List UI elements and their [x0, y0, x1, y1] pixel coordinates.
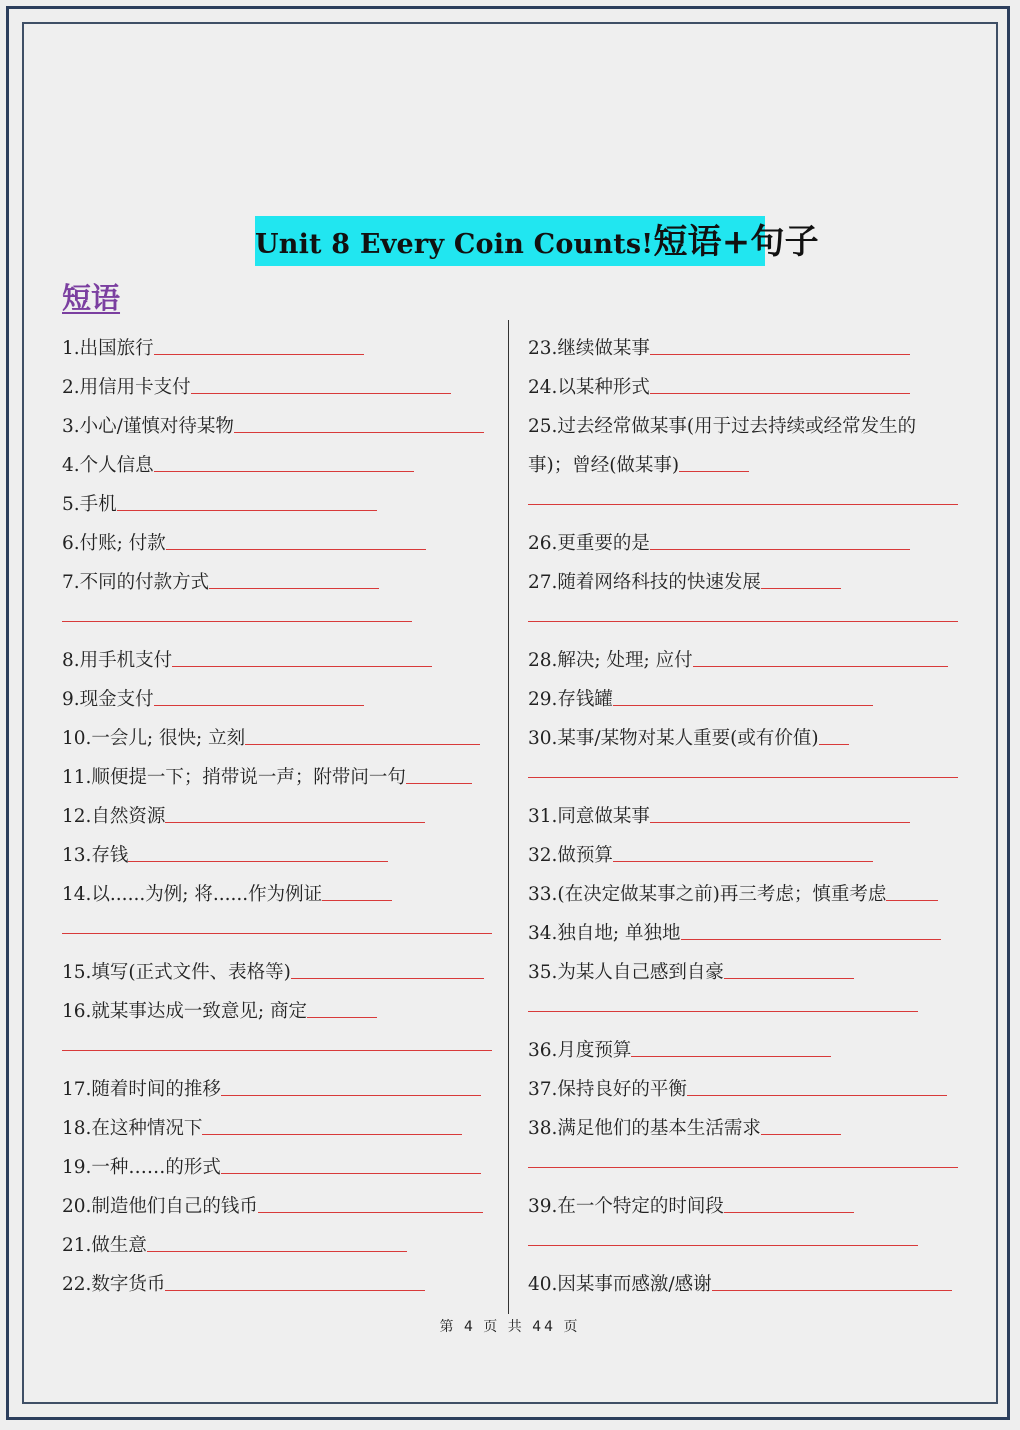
answer-blank[interactable] [679, 471, 749, 472]
answer-blank[interactable] [202, 1134, 462, 1135]
phrase-item [528, 712, 849, 751]
answer-blank-continuation[interactable] [528, 1245, 918, 1246]
phrase-item [528, 322, 910, 361]
answer-blank[interactable] [650, 822, 910, 823]
answer-blank[interactable] [165, 1290, 425, 1291]
phrase-label: 33.(在决定做某事之前)再三考虑；慎重考虑 [528, 884, 887, 905]
phrase-label: 20.制造他们自己的钱币 [62, 1196, 258, 1217]
phrase-item [528, 829, 873, 868]
section-heading-phrases: 短语 [62, 281, 121, 315]
phrase-label: 16.就某事达成一致意见; 商定 [62, 1001, 308, 1022]
phrase-label: 24.以某种形式 [528, 377, 650, 398]
answer-blank[interactable] [307, 1017, 377, 1018]
phrase-label: 21.做生意 [62, 1235, 147, 1256]
answer-blank[interactable] [128, 861, 388, 862]
answer-blank[interactable] [166, 549, 426, 550]
answer-blank[interactable] [154, 354, 364, 355]
answer-blank[interactable] [724, 1212, 854, 1213]
phrase-label: 29.存钱罐 [528, 689, 613, 710]
phrase-label: 10.一会儿; 很快; 立刻 [62, 728, 246, 749]
answer-blank-continuation[interactable] [528, 504, 958, 505]
answer-blank[interactable] [322, 900, 392, 901]
phrase-item [528, 1180, 854, 1219]
answer-blank-continuation[interactable] [528, 621, 958, 622]
answer-blank[interactable] [650, 549, 910, 550]
phrase-item [528, 1258, 952, 1297]
phrase-item [62, 985, 377, 1024]
phrase-item [528, 517, 910, 556]
phrase-item [528, 1063, 947, 1102]
answer-blank-continuation[interactable] [528, 777, 958, 778]
phrase-label: 2.用信用卡支付 [62, 377, 191, 398]
answer-blank[interactable] [209, 588, 379, 589]
phrase-item [528, 790, 910, 829]
answer-blank[interactable] [117, 510, 377, 511]
phrase-item [62, 1102, 462, 1141]
answer-blank[interactable] [761, 1134, 841, 1135]
answer-blank[interactable] [165, 822, 425, 823]
phrase-item [62, 673, 364, 712]
page-title [255, 216, 819, 266]
phrase-item [528, 400, 916, 439]
phrase-label: 14.以......为例; 将......作为例证 [62, 884, 323, 905]
answer-blank-continuation[interactable] [62, 933, 492, 934]
phrase-label: 34.独自地; 单独地 [528, 923, 681, 944]
phrase-item [62, 439, 414, 478]
phrase-item [528, 907, 941, 946]
phrase-label: 12.自然资源 [62, 806, 166, 827]
phrase-item [62, 1141, 481, 1180]
answer-blank[interactable] [172, 666, 432, 667]
phrase-label: 6.付账; 付款 [62, 533, 166, 554]
answer-blank[interactable] [886, 900, 938, 901]
answer-blank[interactable] [693, 666, 948, 667]
phrase-label: 37.保持良好的平衡 [528, 1079, 687, 1100]
answer-blank[interactable] [712, 1290, 952, 1291]
phrase-label: 31.同意做某事 [528, 806, 650, 827]
column-divider [508, 320, 509, 1314]
answer-blank[interactable] [613, 705, 873, 706]
answer-blank[interactable] [258, 1212, 483, 1213]
phrase-label: 11.顺便提一下；捎带说一声；附带问一句 [62, 767, 406, 788]
phrase-item [62, 1180, 483, 1219]
phrase-label: 28.解决; 处理; 应付 [528, 650, 693, 671]
phrase-label: 7.不同的付款方式 [62, 572, 210, 593]
phrase-item [62, 634, 432, 673]
phrase-label: 3.小心/谨慎对待某物 [62, 416, 234, 437]
phrase-item [528, 1102, 841, 1141]
phrase-item [528, 1024, 831, 1063]
answer-blank[interactable] [687, 1095, 947, 1096]
page-number-footer: 第 4 页 共 44 页 [439, 1319, 581, 1335]
answer-blank[interactable] [245, 744, 480, 745]
phrase-label: 9.现金支付 [62, 689, 154, 710]
answer-blank[interactable] [613, 861, 873, 862]
answer-blank[interactable] [631, 1056, 831, 1057]
phrase-item [528, 556, 841, 595]
answer-blank-continuation[interactable] [528, 1167, 958, 1168]
phrase-item [62, 361, 451, 400]
phrase-item [62, 829, 388, 868]
phrase-label: 36.月度预算 [528, 1040, 632, 1061]
phrase-label: 23.继续做某事 [528, 338, 650, 359]
phrase-label: 13.存钱 [62, 845, 129, 866]
answer-blank[interactable] [650, 393, 910, 394]
answer-blank[interactable] [819, 744, 849, 745]
phrase-label: 1.出国旅行 [62, 338, 154, 359]
phrase-label: 17.随着时间的推移 [62, 1079, 221, 1100]
title-chinese: 短语+句子 [653, 222, 819, 262]
phrase-item [62, 751, 472, 790]
phrase-label: 19.一种……的形式 [62, 1157, 221, 1178]
phrase-item [62, 478, 377, 517]
phrase-label: 22.数字货币 [62, 1274, 166, 1295]
phrase-item [62, 712, 480, 751]
phrase-item [528, 946, 854, 985]
answer-blank[interactable] [761, 588, 841, 589]
phrase-item [528, 634, 948, 673]
phrase-item [528, 439, 749, 478]
answer-blank-continuation[interactable] [62, 621, 412, 622]
answer-blank[interactable] [724, 978, 854, 979]
phrase-item [528, 361, 910, 400]
phrase-item [62, 322, 364, 361]
phrase-label: 事)；曾经(做某事) [528, 455, 680, 476]
answer-blank[interactable] [154, 705, 364, 706]
phrase-label: 4.个人信息 [62, 455, 154, 476]
phrase-label: 8.用手机支付 [62, 650, 173, 671]
phrase-item [62, 946, 484, 985]
answer-blank[interactable] [650, 354, 910, 355]
phrase-item [528, 868, 938, 907]
answer-blank[interactable] [406, 783, 472, 784]
answer-blank-continuation[interactable] [62, 1050, 492, 1051]
answer-blank[interactable] [147, 1251, 407, 1252]
phrase-label: 15.填写(正式文件、表格等) [62, 962, 291, 983]
phrase-label: 26.更重要的是 [528, 533, 650, 554]
answer-blank[interactable] [154, 471, 414, 472]
phrase-label: 40.因某事而感激/感谢 [528, 1274, 712, 1295]
answer-blank[interactable] [221, 1173, 481, 1174]
phrase-label: 18.在这种情况下 [62, 1118, 203, 1139]
phrase-item [62, 790, 425, 829]
phrase-item [62, 556, 379, 595]
phrase-item [62, 400, 484, 439]
answer-blank-continuation[interactable] [528, 1011, 918, 1012]
answer-blank[interactable] [234, 432, 484, 433]
answer-blank[interactable] [191, 393, 451, 394]
answer-blank[interactable] [681, 939, 941, 940]
phrase-label: 30.某事/某物对某人重要(或有价值) [528, 728, 819, 749]
phrase-label: 32.做预算 [528, 845, 613, 866]
phrase-label: 5.手机 [62, 494, 117, 515]
phrase-item [62, 517, 426, 556]
phrase-item [62, 868, 392, 907]
phrase-label: 27.随着网络科技的快速发展 [528, 572, 761, 593]
phrase-item [528, 673, 873, 712]
phrase-label: 39.在一个特定的时间段 [528, 1196, 724, 1217]
title-english: Unit 8 Every Coin Counts! [255, 229, 654, 260]
phrase-item [62, 1063, 481, 1102]
phrase-item [62, 1219, 407, 1258]
phrase-label: 25.过去经常做某事(用于过去持续或经常发生的 [528, 416, 917, 437]
phrase-item [62, 1258, 425, 1297]
phrase-label: 35.为某人自己感到自豪 [528, 962, 724, 983]
answer-blank[interactable] [221, 1095, 481, 1096]
answer-blank[interactable] [291, 978, 484, 979]
phrase-label: 38.满足他们的基本生活需求 [528, 1118, 761, 1139]
